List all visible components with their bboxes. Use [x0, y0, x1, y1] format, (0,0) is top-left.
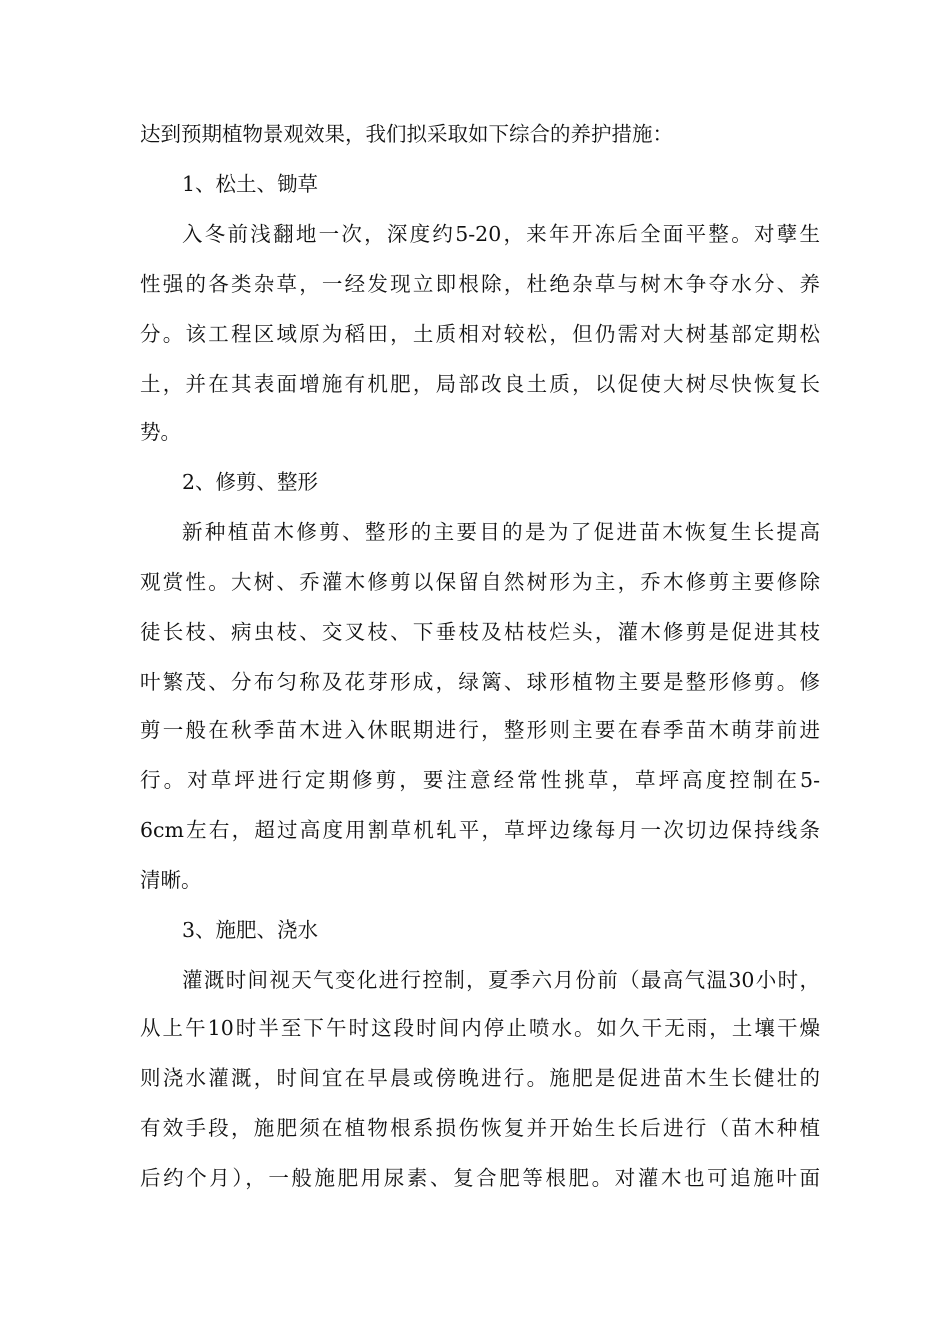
text-line: 观赏性。大树、乔灌木修剪以保留自然树形为主，乔木修剪主要修除	[140, 570, 820, 594]
text-line: 土，并在其表面增施有机肥，局部改良土质，以促使大树尽快恢复长	[140, 372, 820, 396]
text-line: 叶繁茂、分布匀称及花芽形成，绿篱、球形植物主要是整形修剪。修	[140, 670, 820, 694]
text-line: 分。该工程区域原为稻田，土质相对较松，但仍需对大树基部定期松	[140, 322, 820, 346]
text-line: 达到预期植物景观效果，我们拟采取如下综合的养护措施：	[140, 122, 673, 146]
section-heading: 1、松土、锄草	[182, 172, 319, 196]
text-line: 从上午10时半至下午时这段时间内停止喷水。如久干无雨，土壤干燥	[140, 1016, 820, 1040]
section-heading: 2、修剪、整形	[182, 470, 319, 494]
text-line: 则浇水灌溉，时间宜在早晨或傍晚进行。施肥是促进苗木生长健壮的	[140, 1066, 820, 1090]
text-line: 剪一般在秋季苗木进入休眠期进行，整形则主要在春季苗木萌芽前进	[140, 718, 820, 742]
text-line: 后约个月），一般施肥用尿素、复合肥等根肥。对灌木也可追施叶面	[140, 1166, 820, 1190]
text-line: 势。	[140, 420, 181, 444]
text-line: 6cm左右，超过高度用割草机轧平，草坪边缘每月一次切边保持线条	[140, 818, 820, 842]
paragraph-first-line: 新种植苗木修剪、整形的主要目的是为了促进苗木恢复生长提高	[182, 520, 820, 544]
text-line: 行。对草坪进行定期修剪，要注意经常性挑草，草坪高度控制在5-	[140, 768, 820, 792]
paragraph-first-line: 入冬前浅翻地一次，深度约5-20，来年开冻后全面平整。对孽生	[182, 222, 820, 246]
paragraph-first-line: 灌溉时间视天气变化进行控制，夏季六月份前（最高气温30小时，	[182, 968, 820, 992]
text-line: 徒长枝、病虫枝、交叉枝、下垂枝及枯枝烂头，灌木修剪是促进其枝	[140, 620, 820, 644]
text-line: 清晰。	[140, 868, 202, 892]
text-line: 性强的各类杂草，一经发现立即根除，杜绝杂草与树木争夺水分、养	[140, 272, 820, 296]
text-line: 有效手段，施肥须在植物根系损伤恢复并开始生长后进行（苗木种植	[140, 1116, 820, 1140]
section-heading: 3、施肥、浇水	[182, 918, 319, 942]
